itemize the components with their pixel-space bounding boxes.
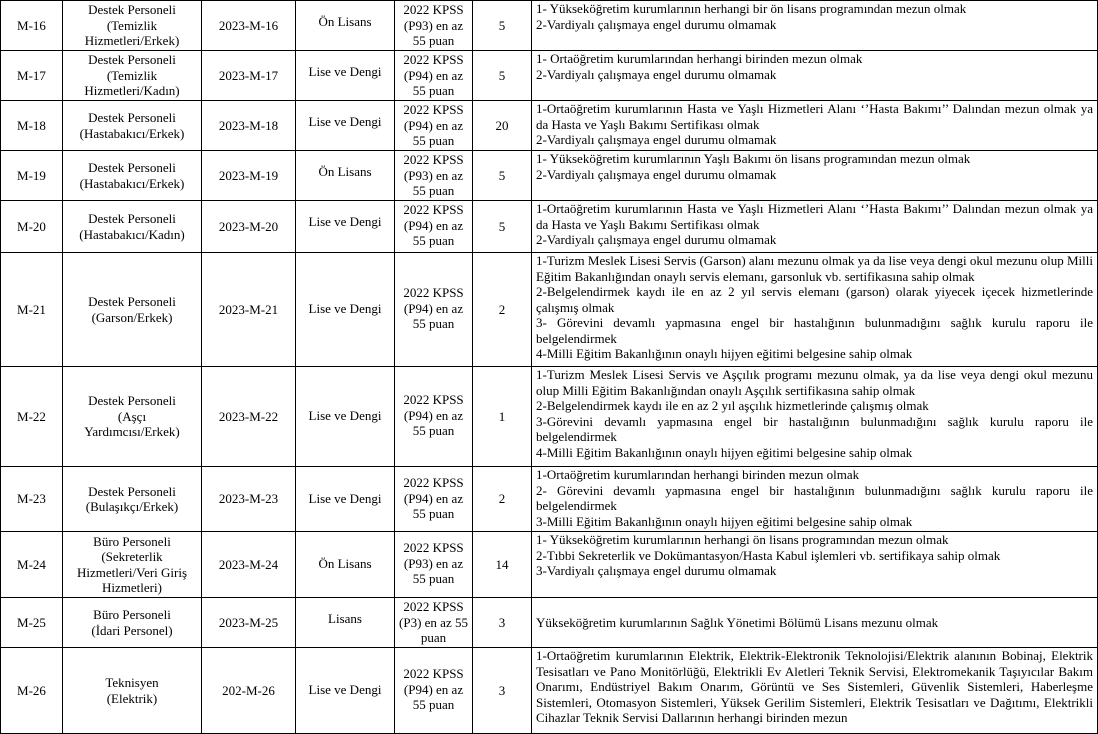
kpss-score-line: 2022 KPSS [403,540,464,555]
position-title-line: Büro Personeli [93,533,171,549]
kpss-score-line: 55 puan [412,316,455,331]
requirements-cell [532,201,1098,253]
kpss-score-line: (P93) en az [403,555,464,571]
kpss-score-line: 2022 KPSS [403,202,464,217]
education-level-cell: Lise ve Dengi [296,648,395,734]
requirement-item: 2-Belgelendirmek kaydı ile en az 2 yıl servis elemanı (garson) olarak yiyecek içecek hizmetlerinde çalışmış olmak [536,284,1093,315]
position-title-line: Hizmetleri/Kadın) [84,83,180,99]
position-title-line: Büro Personeli [93,607,171,622]
position-title-line: (Hastabakıcı/Erkek) [79,125,185,141]
requirement-item: 3-Görevini devamlı yapmasına engel bir hastalığının bulunmadığını sağlık kurulu raporu ile belgelendirmek [536,413,1093,444]
requirement-item: 1-Turizm Meslek Lisesi Servis ve Aşçılık programı mezunu olmak, ya da lise veya dengi okul mezunu olup Milli Eğitim Bakanlığından onaylı Aşçılık sertifikasına sahip olmak [536,367,1093,398]
requirement-item: 1- Yükseköğretim kurumlarının herhangi bir ön lisans programından mezun olmak [536,1,967,16]
position-title-line: (Hastabakıcı/Erkek) [79,175,185,191]
education-level-cell: Ön Lisans [296,532,395,598]
kpss-score-cell [395,51,473,101]
requirement-item: 1-Ortaöğretim kurumlarının Elektrik, Elektrik-Elektronik Teknolojisi/Elektrik alanının Bobinaj, Elektrik Tesisatları ve Pano Monitörlüğü, Elektrikli Ev Aletleri Teknik Servisi, Elektromekanik Taşıyıcılar Bakım Onarımı, Endüstriyel Bakım Onarım, Görüntü ve Ses Sistemleri, Güvenlik Sistemleri, Haberleşme Sistemleri, Otomasyon Sistemleri, Yüksek Gerilim Sistemleri, Elektrik Tesisatları ve Dağıtımı, Elektrikli Cihazlar Teknik Servisi Dallarının herhangi birinden mezun [536,648,1093,725]
position-code-cell: 202-M-26 [202,648,296,734]
row-code-cell: M-17 [1,51,63,101]
kpss-score-line: (P94) en az [403,300,464,316]
position-code-cell: 2023-M-22 [202,367,296,467]
requirement-item: 1-Turizm Meslek Lisesi Servis (Garson) alanı mezunu olmak ya da lise veya dengi okul mezunu olup Milli Eğitim Bakanlığından onaylı servis elemanı, garsonluk vb. sertifikasına sahip olmak [536,253,1093,284]
table-row [1,598,1098,648]
table-row [1,51,1098,101]
requirements-cell [532,532,1098,598]
position-title-line: Hizmetleri/Veri Giriş [76,564,188,580]
kpss-score-cell [395,253,473,367]
education-level-cell: Ön Lisans [296,151,395,201]
kpss-score-line: 55 puan [412,571,455,586]
table-row [1,151,1098,201]
requirements-cell [532,648,1098,734]
kpss-score-cell [395,648,473,734]
kpss-score-line: 55 puan [412,83,455,98]
quota-count-cell: 2 [473,467,532,532]
position-title-line: (Elektrik) [106,690,158,706]
row-code-cell: M-26 [1,648,63,734]
position-title-line: (Bulaşıkçı/Erkek) [85,499,179,514]
quota-count-cell: 1 [473,367,532,467]
table-row [1,532,1098,598]
position-code-cell: 2023-M-16 [202,1,296,51]
table-row [1,648,1098,734]
kpss-score-line: (P94) en az [403,490,464,506]
row-code-cell: M-19 [1,151,63,201]
kpss-score-line: (P94) en az [403,681,464,697]
kpss-score-line: 2022 KPSS [403,475,464,490]
position-title-line: Destek Personeli [88,110,176,125]
position-title-line: Destek Personeli [88,294,176,309]
kpss-score-line: puan [420,630,447,645]
position-title-line: (İdari Personel) [91,622,173,638]
requirement-item: 3-Milli Eğitim Bakanlığının onaylı hijyen eğitimi belgesine sahip olmak [536,513,913,529]
position-title-line: Destek Personeli [88,160,176,175]
requirement-item: Yükseköğretim kurumlarının Sağlık Yönetimi Bölümü Lisans mezunu olmak [536,614,939,630]
kpss-score-line: (P94) en az [403,217,464,233]
quota-count-cell: 5 [473,151,532,201]
position-title-line: (Aşçı [117,408,147,424]
requirement-item: 1-Ortaöğretim kurumlarından herhangi birinden mezun olmak [536,467,860,482]
kpss-score-line: 2022 KPSS [403,599,464,614]
position-code-cell: 2023-M-24 [202,532,296,598]
kpss-score-cell [395,101,473,151]
position-title-cell [63,532,202,598]
requirements-cell [532,598,1098,648]
requirement-item: 2-Vardiyalı çalışmaya engel durumu olmamak [536,66,777,82]
position-title-line: Destek Personeli [88,211,176,226]
kpss-score-line: 2022 KPSS [403,52,464,67]
kpss-score-cell [395,1,473,51]
position-code-cell: 2023-M-20 [202,201,296,253]
table-row [1,201,1098,253]
row-code-cell: M-18 [1,101,63,151]
position-title-cell [63,151,202,201]
row-code-cell: M-24 [1,532,63,598]
requirement-item: 2-Belgelendirmek kaydı ile en az 2 yıl aşçılık hizmetlerinde çalışmış olmak [536,398,929,413]
position-title-cell [63,467,202,532]
kpss-score-cell [395,151,473,201]
kpss-score-line: (P93) en az [403,167,464,183]
positions-table-body [1,1,1098,734]
kpss-score-line: 55 puan [412,697,455,712]
kpss-score-line: 55 puan [412,423,455,438]
kpss-score-line: 2022 KPSS [403,152,464,167]
row-code-cell: M-21 [1,253,63,367]
position-title-line: Hizmetleri) [102,580,162,595]
position-title-line: (Temizlik [106,67,158,83]
position-code-cell: 2023-M-17 [202,51,296,101]
quota-count-cell: 3 [473,598,532,648]
table-row [1,253,1098,367]
position-title-cell [63,101,202,151]
position-title-cell [63,367,202,467]
requirements-cell [532,467,1098,532]
requirements-cell [532,51,1098,101]
row-code-cell: M-20 [1,201,63,253]
kpss-score-cell [395,598,473,648]
requirement-item: 4-Milli Eğitim Bakanlığının onaylı hijyen eğitimi belgesine sahip olmak [536,444,913,460]
requirements-cell [532,151,1098,201]
row-code-cell: M-22 [1,367,63,467]
position-code-cell: 2023-M-18 [202,101,296,151]
requirements-cell [532,367,1098,467]
position-code-cell: 2023-M-23 [202,467,296,532]
kpss-score-line: (P3) en az 55 [399,614,468,630]
quota-count-cell: 5 [473,201,532,253]
row-code-cell: M-25 [1,598,63,648]
education-level-cell: Lise ve Dengi [296,101,395,151]
kpss-score-line: (P94) en az [403,407,464,423]
kpss-score-line: 55 puan [412,33,455,48]
position-title-line: Destek Personeli [88,393,176,409]
education-level-cell: Lise ve Dengi [296,201,395,253]
education-level-cell: Lise ve Dengi [296,467,395,532]
kpss-score-cell [395,467,473,532]
position-title-line: Yardımcısı/Erkek) [84,424,180,440]
kpss-score-line: 55 puan [412,133,455,148]
quota-count-cell: 2 [473,253,532,367]
position-title-cell [63,648,202,734]
requirements-cell [532,1,1098,51]
table-row [1,467,1098,532]
row-code-cell: M-23 [1,467,63,532]
requirement-item: 2-Vardiyalı çalışmaya engel durumu olmamak [536,166,777,182]
kpss-score-line: 2022 KPSS [403,285,464,300]
position-title-cell [63,51,202,101]
position-title-line: (Temizlik [106,17,158,33]
requirement-item: 2-Vardiyalı çalışmaya engel durumu olmamak [536,132,777,147]
requirement-item: 2- Görevini devamlı yapmasına engel bir hastalığının bulunmadığını sağlık kurulu raporu ile belgelendirmek [536,482,1093,513]
education-level-cell: Lise ve Dengi [296,51,395,101]
kpss-score-cell [395,532,473,598]
quota-count-cell: 5 [473,51,532,101]
requirement-item: 2-Vardiyalı çalışmaya engel durumu olmamak [536,16,777,32]
kpss-score-line: 55 puan [412,183,455,198]
position-title-line: (Sekreterlik [101,549,163,564]
kpss-score-cell [395,367,473,467]
requirement-item: 1- Yükseköğretim kurumlarının herhangi ön lisans programından mezun olmak [536,532,949,547]
position-title-line: Destek Personeli [88,2,176,18]
quota-count-cell: 14 [473,532,532,598]
quota-count-cell: 5 [473,1,532,51]
kpss-score-line: (P94) en az [403,67,464,83]
requirement-item: 1-Ortaöğretim kurumlarının Hasta ve Yaşlı Hizmetleri Alanı ‘’Hasta Bakımı’’ Dalından mezun olmak ya da Hasta ve Yaşlı Bakımı Sertifikası olmak [536,201,1093,232]
kpss-score-line: 55 puan [412,233,455,248]
kpss-score-line: (P93) en az [403,17,464,33]
requirements-cell [532,253,1098,367]
table-row [1,367,1098,467]
position-title-line: Destek Personeli [88,52,176,68]
table-row [1,1,1098,51]
requirement-item: 1- Ortaöğretim kurumlarından herhangi birinden mezun olmak [536,51,863,66]
kpss-score-line: 2022 KPSS [403,392,464,407]
education-level-cell: Lisans [296,598,395,648]
kpss-score-line: 2022 KPSS [403,666,464,681]
requirement-item: 3- Görevini devamlı yapmasına engel bir hastalığının bulunmadığını sağlık kurulu raporu ile belgelendirmek [536,315,1093,346]
education-level-cell: Ön Lisans [296,1,395,51]
requirement-item: 4-Milli Eğitim Bakanlığının onaylı hijyen eğitimi belgesine sahip olmak [536,346,913,361]
kpss-score-line: (P94) en az [403,117,464,133]
position-code-cell: 2023-M-21 [202,253,296,367]
requirement-item: 2-Vardiyalı çalışmaya engel durumu olmamak [536,232,777,247]
requirement-item: 2-Tıbbi Sekreterlik ve Dokümantasyon/Hasta Kabul işlemleri vb. sertifikaya sahip olmak [536,547,1001,563]
position-title-line: (Hastabakıcı/Kadın) [79,226,185,242]
kpss-score-line: 2022 KPSS [403,102,464,117]
kpss-score-line: 55 puan [412,506,455,521]
requirement-item: 1- Yükseköğretim kurumlarının Yaşlı Bakımı ön lisans programından mezun olmak [536,151,971,166]
position-title-cell [63,253,202,367]
kpss-score-cell [395,201,473,253]
education-level-cell: Lise ve Dengi [296,367,395,467]
position-title-line: Destek Personeli [88,483,176,499]
row-code-cell: M-16 [1,1,63,51]
position-title-line: Hizmetleri/Erkek) [84,33,180,49]
quota-count-cell: 3 [473,648,532,734]
position-code-cell: 2023-M-25 [202,598,296,648]
position-title-line: (Garson/Erkek) [91,309,173,325]
table-row [1,101,1098,151]
position-title-cell [63,1,202,51]
kpss-score-line: 2022 KPSS [403,2,464,17]
quota-count-cell: 20 [473,101,532,151]
requirement-item: 3-Vardiyalı çalışmaya engel durumu olmamak [536,563,777,578]
requirement-item: 1-Ortaöğretim kurumlarının Hasta ve Yaşlı Hizmetleri Alanı ‘’Hasta Bakımı’’ Dalından mezun olmak ya da Hasta ve Yaşlı Bakımı Sertifikası olmak [536,101,1093,132]
position-title-cell [63,598,202,648]
education-level-cell: Lise ve Dengi [296,253,395,367]
position-title-cell [63,201,202,253]
position-code-cell: 2023-M-19 [202,151,296,201]
position-title-line: Teknisyen [105,675,159,690]
requirements-cell [532,101,1098,151]
